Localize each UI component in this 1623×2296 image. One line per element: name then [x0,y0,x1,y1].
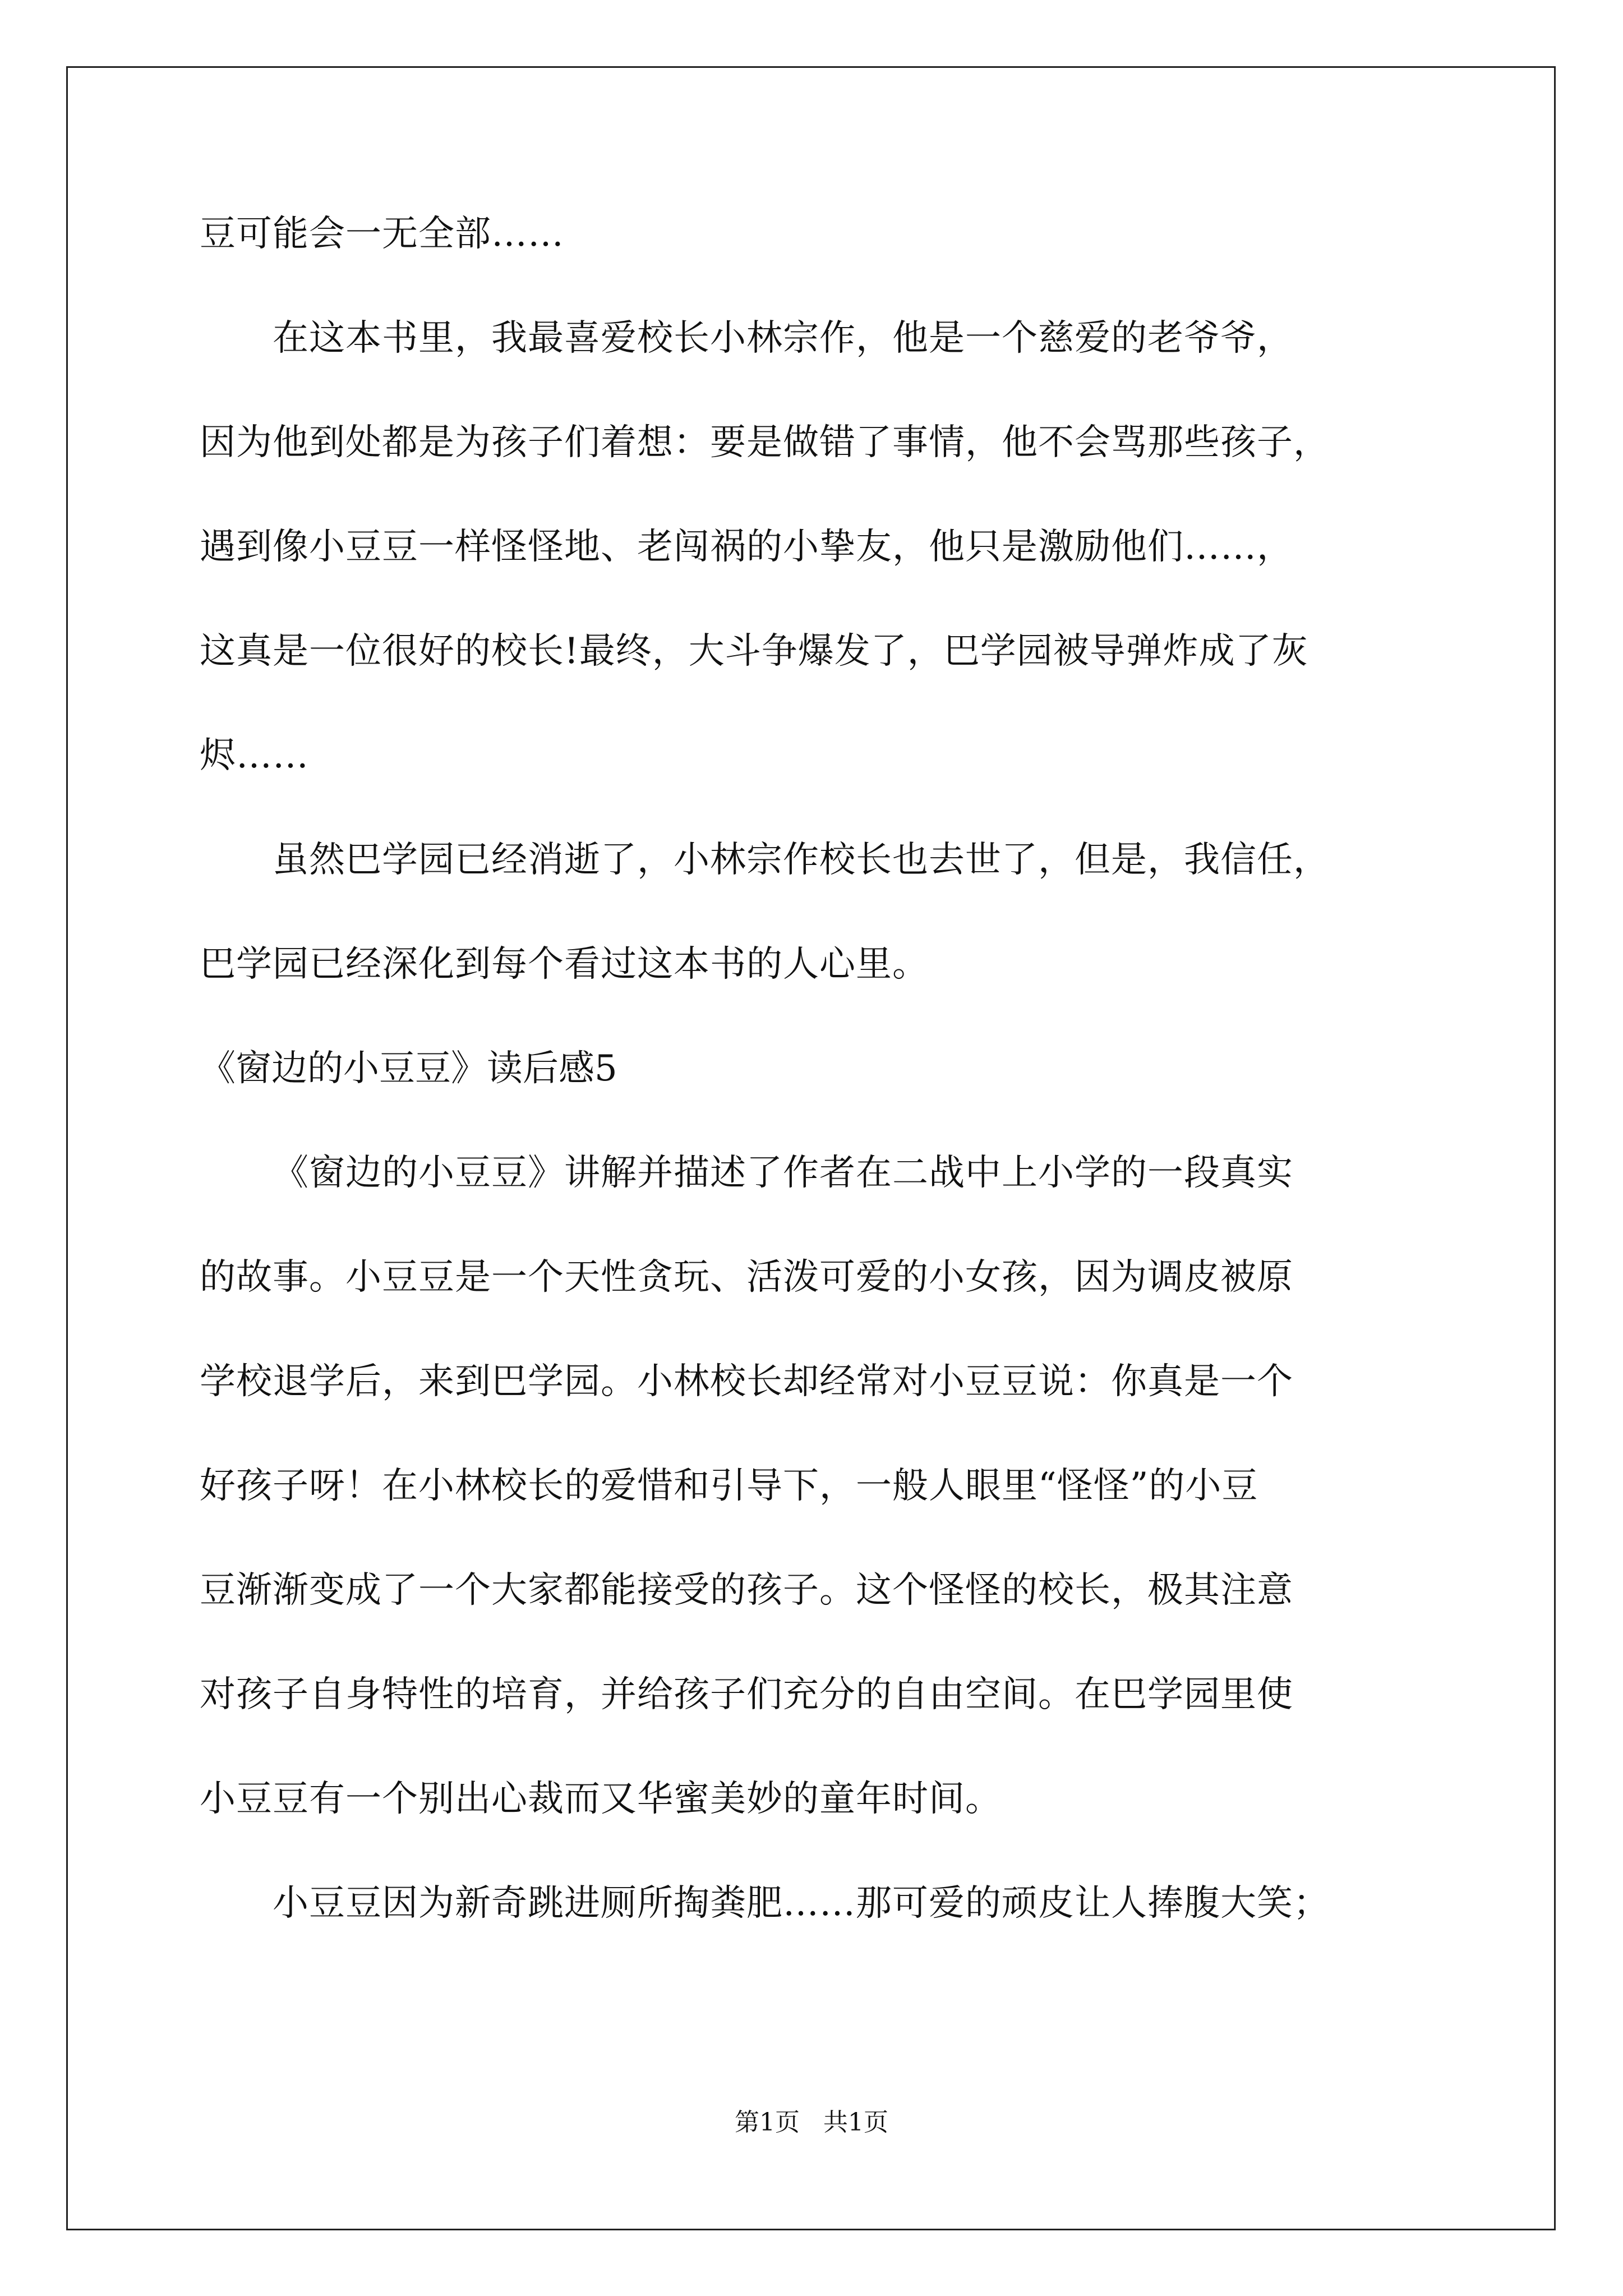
paragraph-start-line: 虽然巴学园已经消逝了，小林宗作校长也去世了，但是，我信任， [273,839,1330,881]
document-body [200,213,1467,1990]
text-line: 因为他到处都是为孩子们着想：要是做错了事情，他不会骂那些孩子， [200,422,1330,463]
paragraph-start-line: 小豆豆因为新奇跳进厕所掏粪肥……那可爱的顽皮让人捧腹大笑； [273,1883,1330,1924]
section-title: 《窗边的小豆豆》读后感5 [200,1048,617,1089]
text-line: 学校退学后，来到巴学园。小林校长却经常对小豆豆说：你真是一个 [200,1361,1293,1402]
page-footer: 第1页 共1页 [735,2108,888,2137]
text-line: 豆渐渐变成了一个大家都能接受的孩子。这个怪怪的校长，极其注意 [200,1570,1293,1611]
text-line: 巴学园已经深化到每个看过这本书的人心里。 [200,944,929,985]
text-line: 好孩子呀！在小林校长的爱惜和引导下，一般人眼里“怪怪”的小豆 [200,1465,1258,1507]
text-line: 的故事。小豆豆是一个天性贪玩、活泼可爱的小女孩，因为调皮被原 [200,1257,1293,1298]
paragraph-start-line: 在这本书里，我最喜爱校长小林宗作，他是一个慈爱的老爷爷， [273,318,1293,359]
text-line: 小豆豆有一个别出心裁而又华蜜美妙的童年时间。 [200,1778,1002,1820]
text-line: 这真是一位很好的校长!最终，大斗争爆发了，巴学园被导弹炸成了灰 [200,631,1308,672]
paragraph-start-line: 《窗边的小豆豆》讲解并描述了作者在二战中上小学的一段真实 [273,1152,1293,1194]
text-line: 烬…… [200,735,309,776]
text-line: 豆可能会一无全部…… [200,213,564,255]
text-line: 遇到像小豆豆一样怪怪地、老闯祸的小挚友，他只是激励他们……， [200,526,1293,568]
text-line: 对孩子自身特性的培育，并给孩子们充分的自由空间。在巴学园里使 [200,1674,1293,1715]
